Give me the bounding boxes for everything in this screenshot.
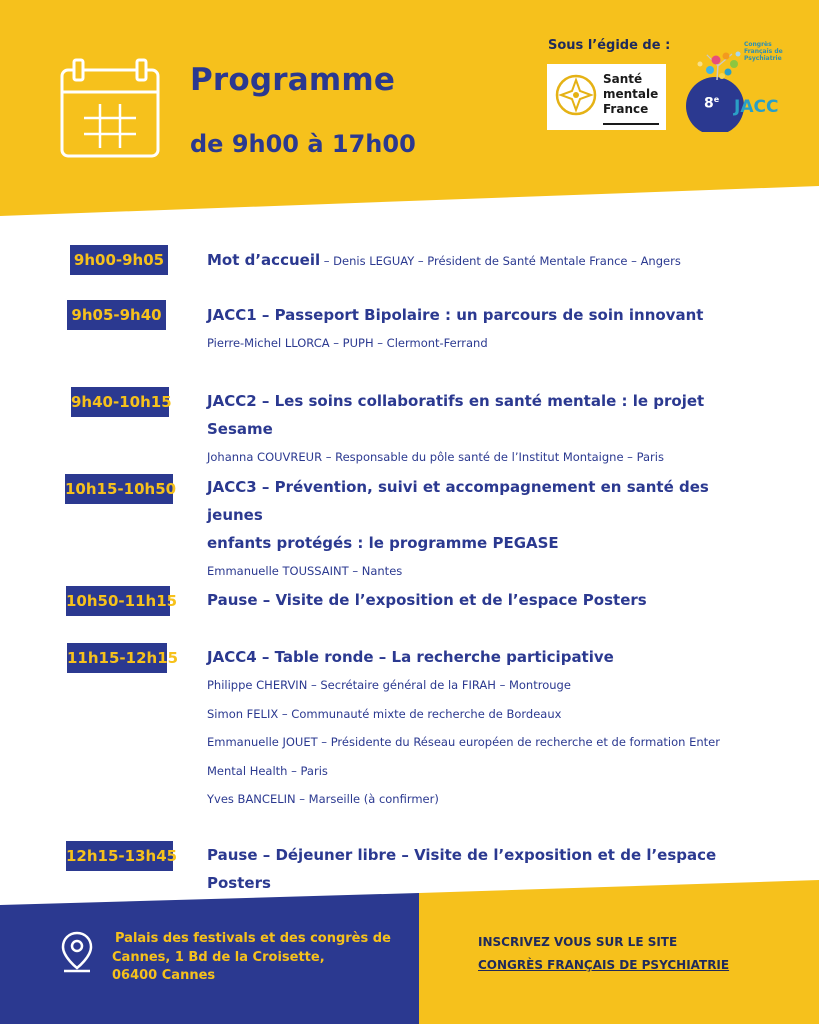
session-title: JACC4 – Table ronde – La recherche participative [207,648,614,666]
page-subtitle: de 9h00 à 17h00 [190,130,416,158]
jacc-logo [682,40,802,132]
page-title: Programme [190,62,396,98]
jacc-tree-icon [682,40,802,132]
session-title: JACC1 – Passeport Bipolaire : un parcours de soin innovant [207,306,704,324]
time-badge: 10h15-10h50 [65,474,173,504]
session-title: Pause – Déjeuner libre – Visite de l’exposition et de l’espace Posters [207,846,717,892]
time-badge: 9h05-9h40 [67,300,166,330]
smf-logo-underline [603,123,659,125]
venue-address: Palais des festivals et des congrès de Cannes, 1 Bd de la Croisette, 06400 Cannes [112,931,391,983]
time-badge: 11h15-12h15 [67,643,167,673]
session-speaker: – Denis LEGUAY – Président de Santé Mentale France – Angers [320,254,681,268]
location-pin-icon [60,930,94,974]
session-speaker: Philippe CHERVIN – Secrétaire général de la FIRAH – Montrouge [207,678,571,692]
session-speaker: Mental Health – Paris [207,763,328,778]
jacc-edition: 8e [704,95,720,112]
session-title: JACC2 – Les soins collaboratifs en santé mentale : le projet Sesame [207,392,705,438]
time-badge: 9h00-9h05 [70,245,168,275]
session-speaker: Johanna COUVREUR – Responsable du pôle santé de l’Institut Montaigne – Paris [207,450,664,464]
register-cta: INSCRIVEZ VOUS SUR LE SITE [478,935,678,949]
session-speaker: Yves BANCELIN – Marseille (à confirmer) [207,792,439,806]
sante-mentale-france-logo [547,64,666,130]
session-title: enfants protégés : le programme PEGASE [207,534,559,552]
session-title: Pause – Visite de l’exposition et de l’espace Posters [207,591,647,609]
session-title: Mot d’accueil – Denis LEGUAY – Président de Santé Mentale France – Angers [207,251,681,269]
congres-site-link[interactable]: CONGRÈS FRANÇAIS DE PSYCHIATRIE [478,958,730,972]
session-speaker: Emmanuelle TOUSSAINT – Nantes [207,564,403,578]
session-speaker: Pierre-Michel LLORCA – PUPH – Clermont-Ferrand [207,336,488,350]
jacc-congres-text: Congrès Français de Psychiatrie [744,41,783,62]
egide-label: Sous l’égide de : [548,38,671,53]
smf-emblem-icon [553,72,599,118]
smf-logo-text: Santé mentale France [603,72,659,116]
session-title: JACC3 – Prévention, suivi et accompagnement en santé des jeunes [207,478,709,524]
time-badge: 9h40-10h15 [71,387,169,417]
time-badge: 10h50-11h15 [66,586,170,616]
jacc-name: JACC [734,97,779,117]
session-speaker: Simon FELIX – Communauté mixte de recherche de Bordeaux [207,706,562,721]
time-badge: 12h15-13h45 [66,841,173,871]
calendar-icon [58,58,162,162]
session-speaker: Emmanuelle JOUET – Présidente du Réseau européen de recherche et de formation Enter [207,735,720,749]
